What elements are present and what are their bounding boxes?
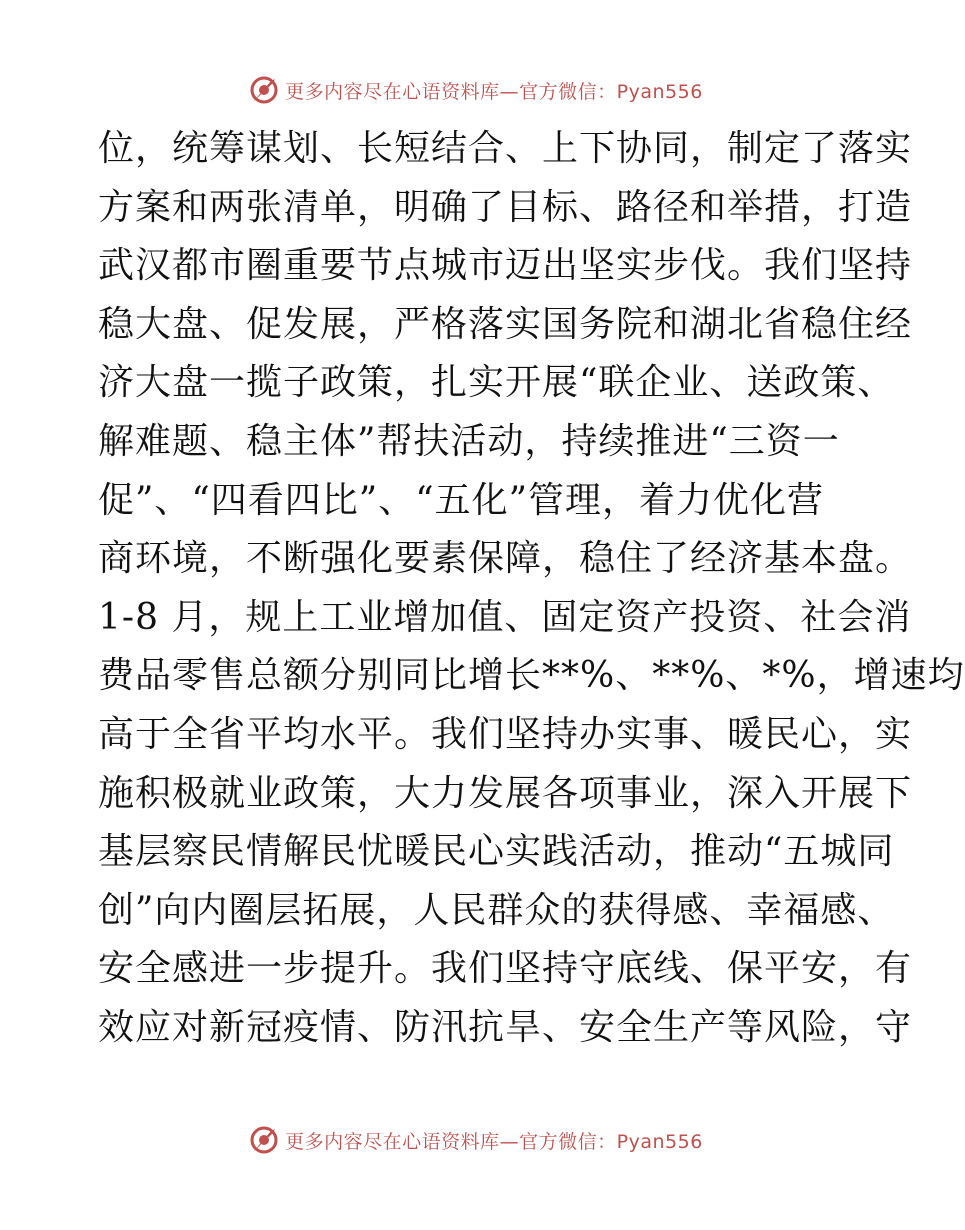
text-line: 位，统筹谋划、长短结合、上下协同，制定了落实 <box>98 128 913 169</box>
text-line: 高于全省平均水平。我们坚持办实事、暖民心，实 <box>98 713 913 755</box>
text-line: 效应对新冠疫情、防汛抗旱、安全生产等风险，守 <box>98 1006 913 1048</box>
text-line: 方案和两张清单，明确了目标、路径和举措，打造 <box>98 186 913 228</box>
text-line: 稳大盘、促发展，严格落实国务院和湖北省稳住经 <box>98 303 913 345</box>
text-line: 济大盘一揽子政策，扎实开展“联企业、送政策、 <box>98 362 895 404</box>
text-line: 创”向内圈层拓展，人民群众的获得感、幸福感、 <box>98 889 895 931</box>
header-watermark-text: 更多内容尽在心语资料库—官方微信：Pyan556 <box>285 80 703 103</box>
text-line: 费品零售总额分别同比增长**%、**%、*%，增速均 <box>98 655 965 697</box>
text-line: 解难题、稳主体”帮扶活动，持续推进“三资一 <box>98 420 840 462</box>
footer-watermark <box>0 1120 950 1160</box>
text-line: 商环境，不断强化要素保障，稳住了经济基本盘。 <box>98 538 913 580</box>
text-line: 安全感进一步提升。我们坚持守底线、保平安，有 <box>98 948 913 990</box>
text-line: 基层察民情解民忧暖民心实践活动，推动“五城同 <box>98 831 895 873</box>
document-body <box>98 120 965 1058</box>
footer-watermark-text: 更多内容尽在心语资料库—官方微信：Pyan556 <box>285 1130 703 1153</box>
quill-seal-icon <box>247 73 281 107</box>
text-line: 施积极就业政策，大力发展各项事业，深入开展下 <box>98 772 913 814</box>
text-line: 1-8 月，规上工业增加值、固定资产投资、社会消 <box>98 596 912 638</box>
text-line: 武汉都市圈重要节点城市迈出坚实步伐。我们坚持 <box>98 245 913 287</box>
header-watermark <box>0 70 950 110</box>
quill-seal-icon <box>247 1123 281 1157</box>
text-line: 促”、“四看四比”、“五化”管理，着力优化营 <box>98 479 825 521</box>
